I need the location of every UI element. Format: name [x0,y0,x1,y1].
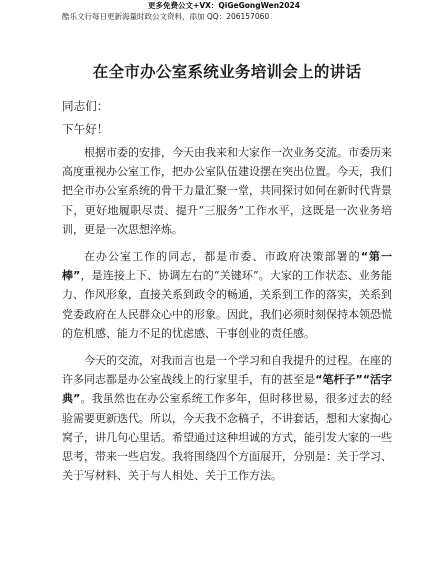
promo-header: 更多免费公文+VX：QiGeGongWen2024 [148,1,300,10]
paragraph-text: 。我虽然也在办公室系统工作多年，但时移世易，很多过去的经验需要更新迭代。所以，今天我不念稿子，不讲套话，想和大家掏心窝子，讲几句心里话。希望通过这种坦诚的方式，能引发大家的一些思考，带来一些启发。我将围绕四个方面展开，分别是：关于学习、关于写材料、关于与人相处、关于工作方法。 [62,392,392,483]
paragraph-text: ，是连接上下、协调左右的“关键环”。大家的工作状态、业务能力、作风形象，直接关系到政令的畅通，关系到工作的落实，关系到党委政府在人民群众心中的形象。因此，我们必须时刻保持本领恐慌的危机感、能力不足的忧虑感、干事创业的责任感。 [62,269,393,340]
paragraph-text: 在办公室工作的同志，都是市委、市政府决策部署的 [84,250,361,264]
body-paragraph [62,351,392,485]
emphasis-text: “第一棒” [62,250,392,283]
body-paragraph [62,247,392,343]
paragraph-text: 今天的交流，对我而言也是一个学习和自我提升的过程。在座的许多同志都是办公室战线上的行家里手，有的甚至是 [62,354,392,387]
body-paragraphs [62,143,392,485]
emphasis-text: “笔杆子”“活字典” [62,373,392,406]
document-page [62,60,392,493]
promo-subline: 酷乐文行每日更新海量时政公文资料，添加 QQ：206157060 [62,12,270,21]
body-paragraph [62,143,392,239]
salutation: 同志们： [62,99,109,113]
paragraph-text: 根据市委的安排，今天由我来和大家作一次业务交流。市委历来高度重视办公室工作，把办公室队伍建设摆在突出位置。今天，我们把全市办公室系统的骨干力量汇聚一堂，共同探讨如何在新时代背景下，更好地履职尽责、提升“三服务”工作水平，这既是一次业务培训，更是一次思想淬炼。 [62,146,392,236]
greeting: 下午好！ [62,121,109,136]
document-title: 在全市办公室系统业务培训会上的讲话 [92,63,362,81]
